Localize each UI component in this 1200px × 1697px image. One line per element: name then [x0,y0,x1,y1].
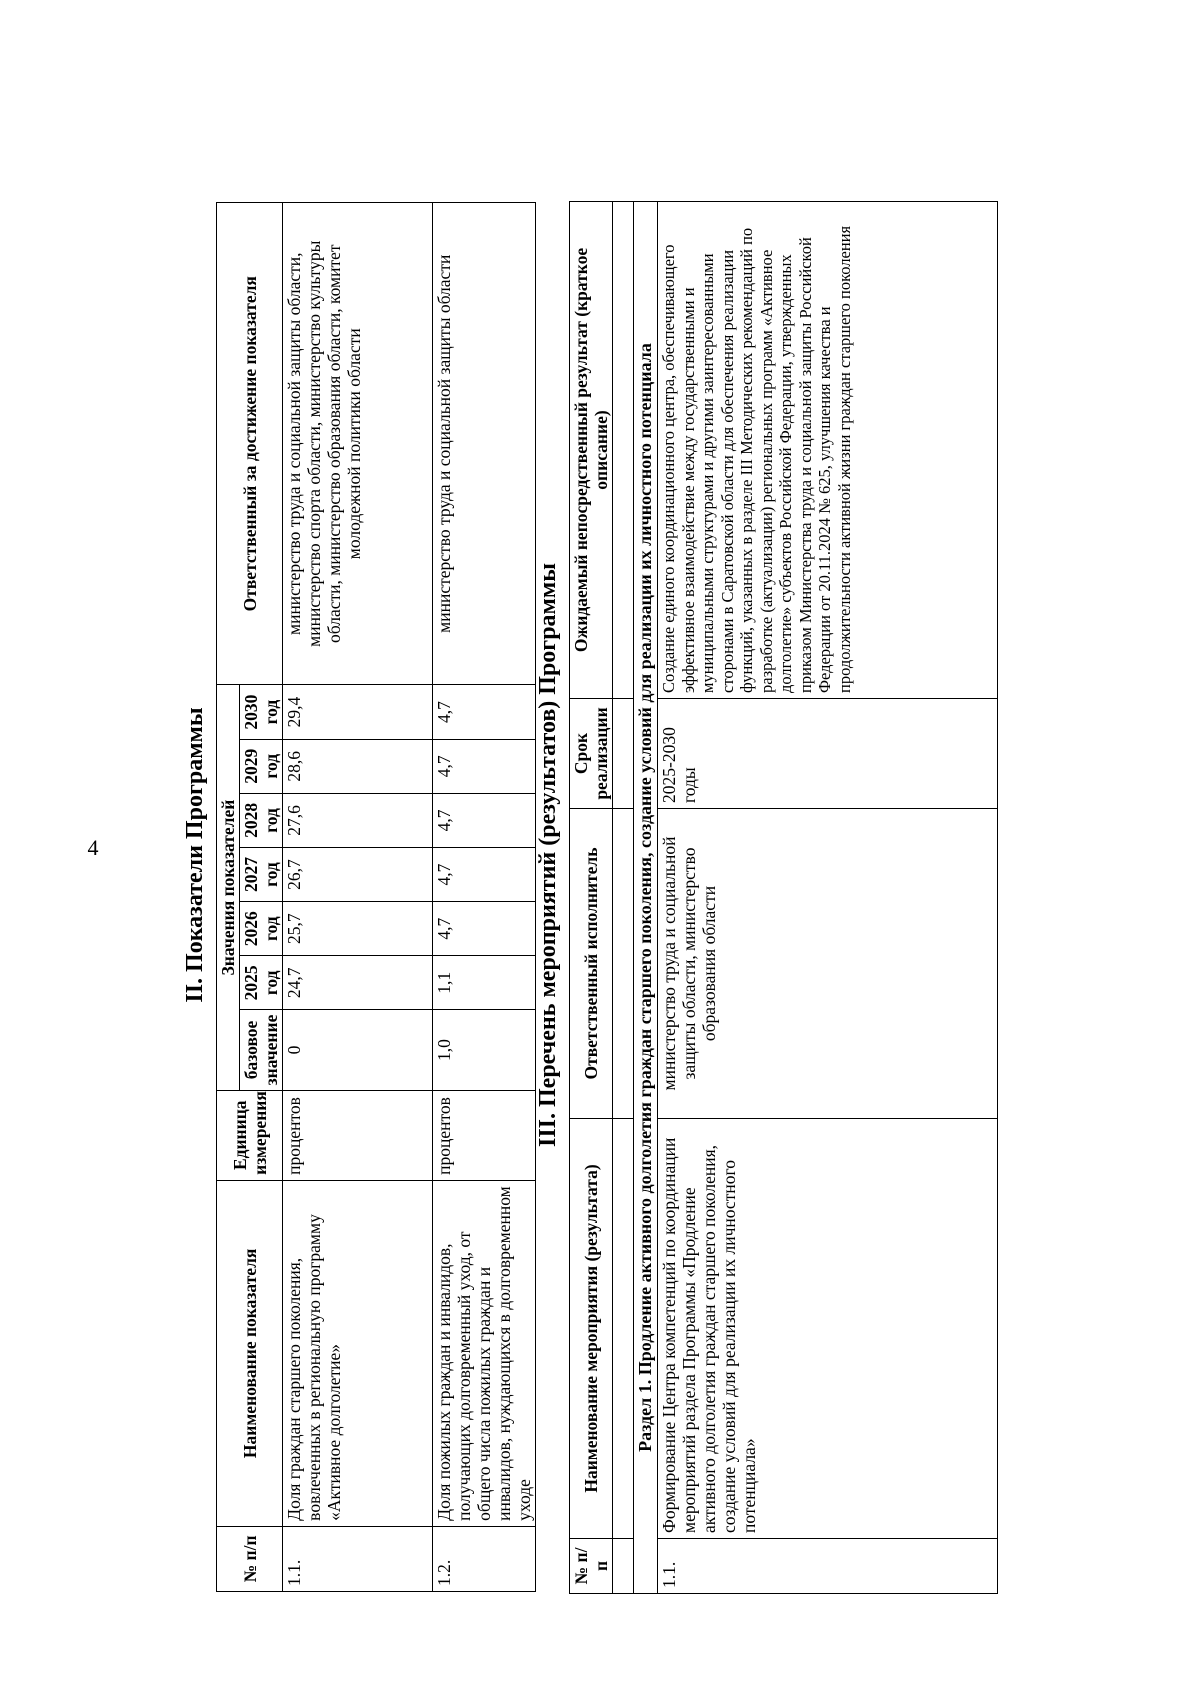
activities-table [569,201,998,1594]
table-row [613,202,634,1594]
section-activities [533,110,998,1600]
responsible: министерство труда и социальной защиты области, министерство спорта области, министерство культуры области, министерство образования области, комитет молодежной политики области [283,203,433,685]
empty-cell [613,1539,634,1594]
header-term: Срок реализации [570,699,613,809]
term: 2025-2030 годы [658,699,998,809]
indicator-unit: процентов [283,1090,433,1180]
executor: министерство труда и социальной защиты области, министерство образования области [658,809,998,1119]
section-title: III. Перечень мероприятий (результатов) Программы [535,563,561,1147]
header-activity-name: Наименование мероприятия (результата) [570,1119,613,1539]
empty-cell [613,699,634,809]
header-num: № п/п [570,1539,613,1594]
value-2028: 4,7 [433,793,536,847]
header-year: 2025 год [240,956,283,1010]
section-indicators [180,110,536,1600]
indicator-name: Доля граждан старшего поколения, вовлеченных в региональную программу «Активное долголетие» [283,1180,433,1526]
row-num: 1.1. [658,1539,998,1594]
header-year: 2027 год [240,847,283,901]
indicator-name: Доля пожилых граждан и инвалидов, получающих долговременный уход, от общего числа пожилых граждан и инвалидов, нуждающихся в долговременном уходе [433,1180,536,1526]
value-2025: 1,1 [433,956,536,1010]
header-values-group: Значения показателей [217,685,240,1090]
value-2025: 24,7 [283,956,433,1010]
section-title: II. Показатели Программы [182,707,208,1003]
responsible: министерство труда и социальной защиты области [433,203,536,685]
expected-result: Создание единого координационного центра, обеспечивающего эффективное взаимодействие между государственными и муниципальными структурами и другими заинтересованными сторонами в Саратовской области для обеспечения реализации функций, указанных в разделе III Методических рекомендаций по разработке (актуализации) региональных программ «Активное долголетие» субъектов Российской Федерации, утвержденных приказом Министерства труда и социальной защиты Российской Федерации от 20.11.2024 № 625, улучшения качества и продолжительности активной жизни граждан старшего поколения [658,202,998,699]
empty-cell [613,809,634,1119]
indicator-unit: процентов [433,1090,536,1180]
empty-cell [613,1119,634,1539]
base-value: 0 [283,1010,433,1090]
header-executor: Ответственный исполнитель [570,809,613,1119]
header-base: базовое значение [240,1010,283,1090]
section-heading: Раздел 1. Продление активного долголетия граждан старшего поколения, создание условий для реализации их личностного потенциала [634,202,658,1594]
header-year: 2028 год [240,793,283,847]
table-row [283,203,433,1592]
header-year: 2029 год [240,739,283,793]
base-value: 1,0 [433,1010,536,1090]
value-2027: 26,7 [283,847,433,901]
value-2026: 25,7 [283,902,433,956]
value-2028: 27,6 [283,793,433,847]
value-2027: 4,7 [433,847,536,901]
section-row [634,202,658,1594]
indicators-table [216,202,536,1592]
header-num: № п/п [217,1526,283,1591]
page-number: 4 [87,835,99,860]
activity-name: Формирование Центра компетенций по координации мероприятий раздела Программы «Продление активного долголетия граждан старшего поколения, создание условий для реализации их личностного потенциала» [658,1119,998,1539]
header-result: Ожидаемый непосредственный результат (краткое описание) [570,202,613,699]
header-year: 2030 год [240,685,283,739]
value-2030: 4,7 [433,685,536,739]
value-2026: 4,7 [433,902,536,956]
header-responsible: Ответственный за достижение показателя [217,203,283,685]
row-num: 1.1. [283,1526,433,1591]
empty-cell [613,202,634,699]
header-unit: Единица измерения [217,1090,283,1180]
table-row [658,202,998,1594]
header-indicator-name: Наименование показателя [217,1180,283,1526]
value-2029: 4,7 [433,739,536,793]
header-year: 2026 год [240,902,283,956]
value-2030: 29,4 [283,685,433,739]
table-row [433,203,536,1592]
value-2029: 28,6 [283,739,433,793]
row-num: 1.2. [433,1526,536,1591]
